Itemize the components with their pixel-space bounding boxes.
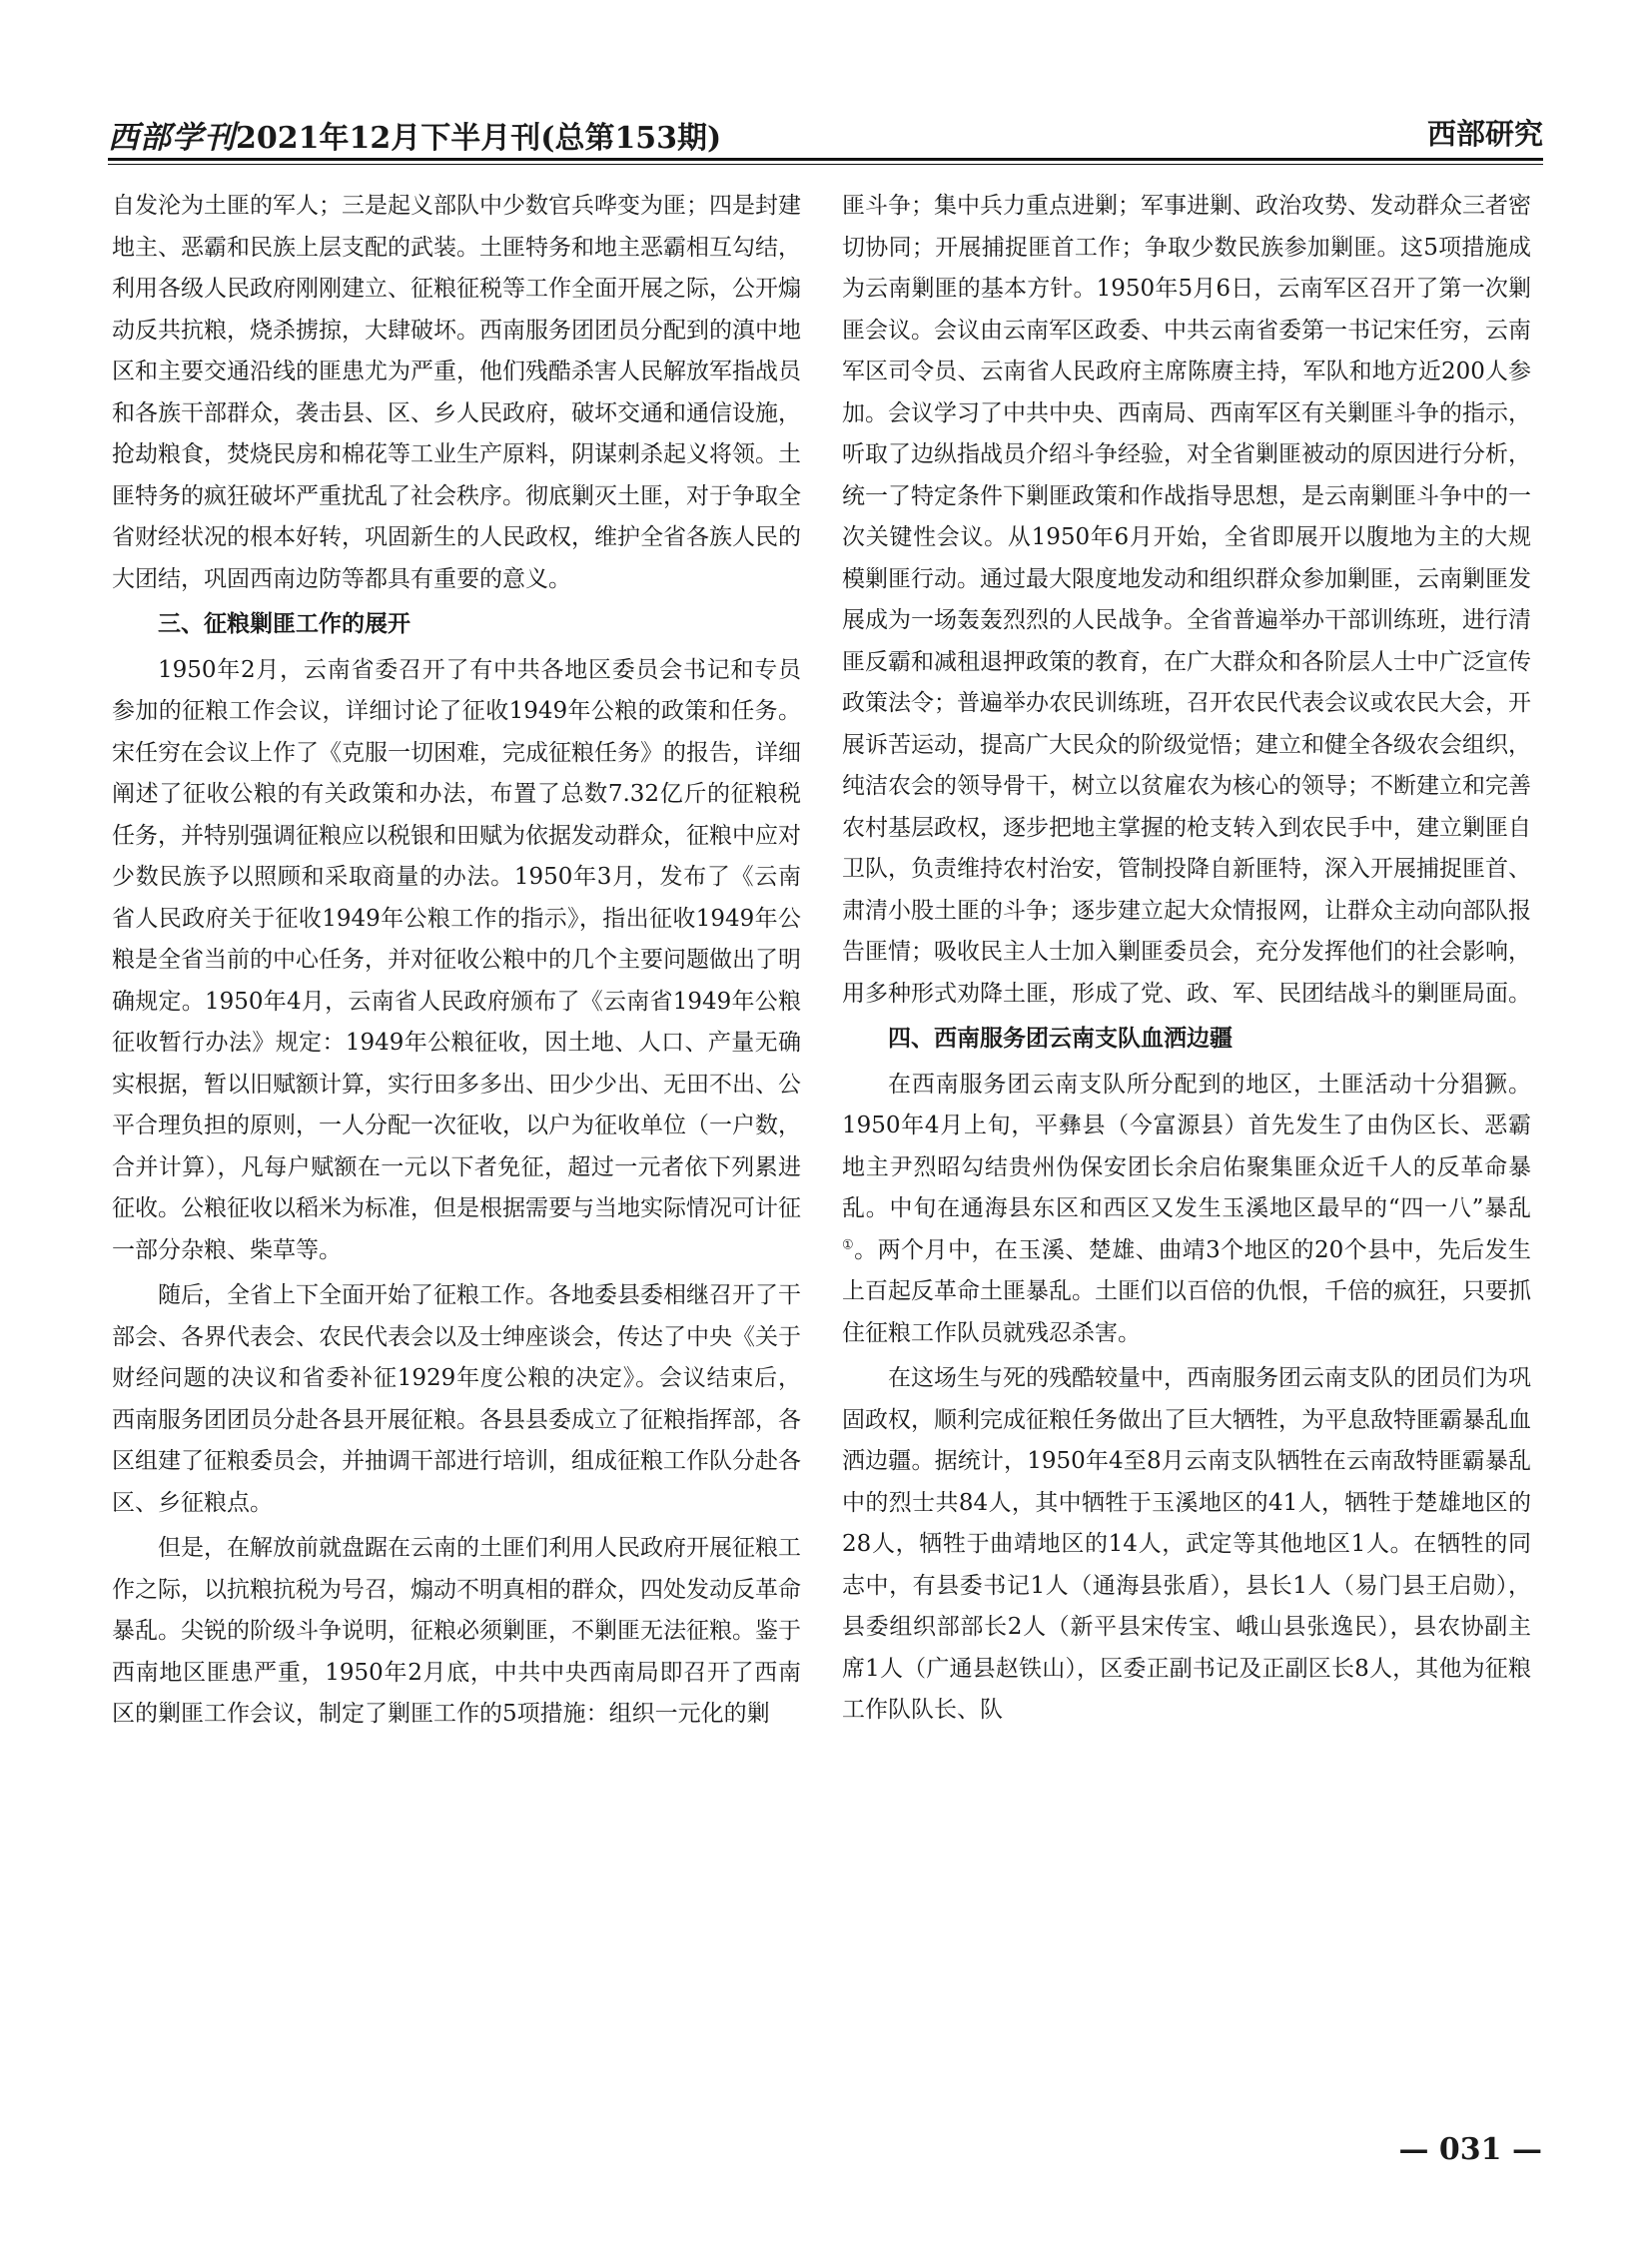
paragraph: 但是，在解放前就盘踞在云南的土匪们利用人民政府开展征粮工作之际，以抗粮抗税为号召，煽动不明真相的群众，四处发动反革命暴乱。尖锐的阶级斗争说明，征粮必须剿匪，不剿匪无法征粮。鉴于西南地区匪患严重，1950年2月底，中共中央西南局即召开了西南区的剿匪工作会议，制定了剿匪工作的5项措施：组织一元化的剿 <box>112 1535 801 1727</box>
paragraph: 匪斗争；集中兵力重点进剿；军事进剿、政治攻势、发动群众三者密切协同；开展捕捉匪首工作；争取少数民族参加剿匪。这5项措施成为云南剿匪的基本方针。1950年5月6日，云南军区召开了第一次剿匪会议。会议由云南军区政委、中共云南省委第一书记宋任穷，云南军区司令员、云南省人民政府主席陈赓主持，军队和地方近200人参加。会议学习了中共中央、西南局、西南军区有关剿匪斗争的指示，听取了边纵指战员介绍斗争经验，对全省剿匪被动的原因进行分析，统一了特定条件下剿匪政策和作战指导思想，是云南剿匪斗争中的一次关键性会议。从1950年6月开始，全省即展开以腹地为主的大规模剿匪行动。通过最大限度地发动和组织群众参加剿匪，云南剿匪发展成为一场轰轰烈烈的人民战争。全省普遍举办干部训练班，进行清匪反霸和减租退押政策的教育，在广大群众和各阶层人士中广泛宣传政策法令；普遍举办农民训练班，召开农民代表会议或农民大会，开展诉苦运动，提高广大民众的阶级觉悟；建立和健全各级农会组织，纯洁农会的领导骨干，树立以贫雇农为核心的领导；不断建立和完善农村基层政权，逐步把地主掌握的枪支转入到农民手中，建立剿匪自卫队，负责维持农村治安，管制投降自新匪特，深入开展捕捉匪首、肃清小股土匪的斗争；逐步建立起大众情报网，让群众主动向部队报告匪情；吸收民主人士加入剿匪委员会，充分发挥他们的社会影响，用多种形式劝降土匪，形成了党、政、军、民团结战斗的剿匪局面。 <box>842 193 1531 1007</box>
running-header <box>108 108 1543 154</box>
journal-logo: 西部学刊 <box>108 120 236 156</box>
paragraph-text: 。两个月中，在玉溪、楚雄、曲靖3个地区的20个县中，先后发生上百起反革命土匪暴乱。土匪们以百倍的仇恨，千倍的疯狂，只要抓住征粮工作队员就残忍杀害。 <box>842 1236 1531 1346</box>
section-label: 西部研究 <box>1426 117 1543 151</box>
paragraph-text: 在西南服务团云南支队所分配到的地区，土匪活动十分猖獗。1950年4月上旬，平彝县（今富源县）首先发生了由伪区长、恶霸地主尹烈昭勾结贵州伪保安团长余启佑聚集匪众近千人的反革命暴乱。中旬在通海县东区和西区又发生玉溪地区最早的“四一八”暴乱 <box>842 1071 1531 1221</box>
header-rule-thick <box>108 158 1543 161</box>
section-heading: 四、西南服务团云南支队血洒边疆 <box>888 1026 1233 1052</box>
page-number: — 031 — <box>1398 2132 1542 2167</box>
paragraph: 自发沦为土匪的军人；三是起义部队中少数官兵哗变为匪；四是封建地主、恶霸和民族上层支配的武装。土匪特务和地主恶霸相互勾结，利用各级人民政府刚刚建立、征粮征税等工作全面开展之际，公开煽动反共抗粮，烧杀掳掠，大肆破坏。西南服务团团员分配到的滇中地区和主要交通沿线的匪患尤为严重，他们残酷杀害人民解放军指战员和各族干部群众，袭击县、区、乡人民政府，破坏交通和通信设施，抢劫粮食，焚烧民房和棉花等工业生产原料，阴谋刺杀起义将领。土匪特务的疯狂破坏严重扰乱了社会秩序。彻底剿灭土匪，对于争取全省财经状况的根本好转，巩固新生的人民政权，维护全省各族人民的大团结，巩固西南边防等都具有重要的意义。 <box>112 193 801 592</box>
paragraph <box>842 1065 1531 1355</box>
right-column <box>842 186 1531 1736</box>
issue-label: 2021年12月下半月刊(总第153期) <box>236 121 722 156</box>
left-column <box>112 186 801 1740</box>
journal-issue-line <box>108 112 721 157</box>
paragraph: 在这场生与死的残酷较量中，西南服务团云南支队的团员们为巩固政权，顺利完成征粮任务做出了巨大牺牲，为平息敌特匪霸暴乱血洒边疆。据统计，1950年4至8月云南支队牺牲在云南敌特匪霸暴乱中的烈士共84人，其中牺牲于玉溪地区的41人，牺牲于楚雄地区的28人，牺牲于曲靖地区的14人，武定等其他地区1人。在牺牲的同志中，有县委书记1人（通海县张盾），县长1人（易门县王启勋），县委组织部部长2人（新平县宋传宝、峨山县张逸民），县农协副主席1人（广通县赵铁山），区委正副书记及正副区长8人，其他为征粮工作队队长、队 <box>842 1365 1531 1723</box>
header-rule-thin <box>108 164 1543 165</box>
section-heading: 三、征粮剿匪工作的展开 <box>158 611 411 637</box>
paragraph: 随后，全省上下全面开始了征粮工作。各地委县委相继召开了干部会、各界代表会、农民代表会以及士绅座谈会，传达了中央《关于财经问题的决议和省委补征1929年度公粮的决定》。会议结束后，西南服务团团员分赴各县开展征粮。各县县委成立了征粮指挥部，各区组建了征粮委员会，并抽调干部进行培训，组成征粮工作队分赴各区、乡征粮点。 <box>112 1282 801 1516</box>
footnote-marker[interactable]: ① <box>842 1236 855 1252</box>
paragraph: 1950年2月，云南省委召开了有中共各地区委员会书记和专员参加的征粮工作会议，详细讨论了征收1949年公粮的政策和任务。宋任穷在会议上作了《克服一切困难，完成征粮任务》的报告，详细阐述了征收公粮的有关政策和办法，布置了总数7.32亿斤的征粮税任务，并特别强调征粮应以税银和田赋为依据发动群众，征粮中应对少数民族予以照顾和采取商量的办法。1950年3月，发布了《云南省人民政府关于征收1949年公粮工作的指示》，指出征收1949年公粮是全省当前的中心任务，并对征收公粮中的几个主要问题做出了明确规定。1950年4月，云南省人民政府颁布了《云南省1949年公粮征收暂行办法》规定：1949年公粮征收，因土地、人口、产量无确实根据，暂以旧赋额计算，实行田多多出、田少少出、无田不出、公平合理负担的原则，一人分配一次征收，以户为征收单位（一户数，合并计算），凡每户赋额在一元以下者免征，超过一元者依下列累进征收。公粮征收以稻米为标准，但是根据需要与当地实际情况可计征一部分杂粮、柴草等。 <box>112 656 801 1263</box>
